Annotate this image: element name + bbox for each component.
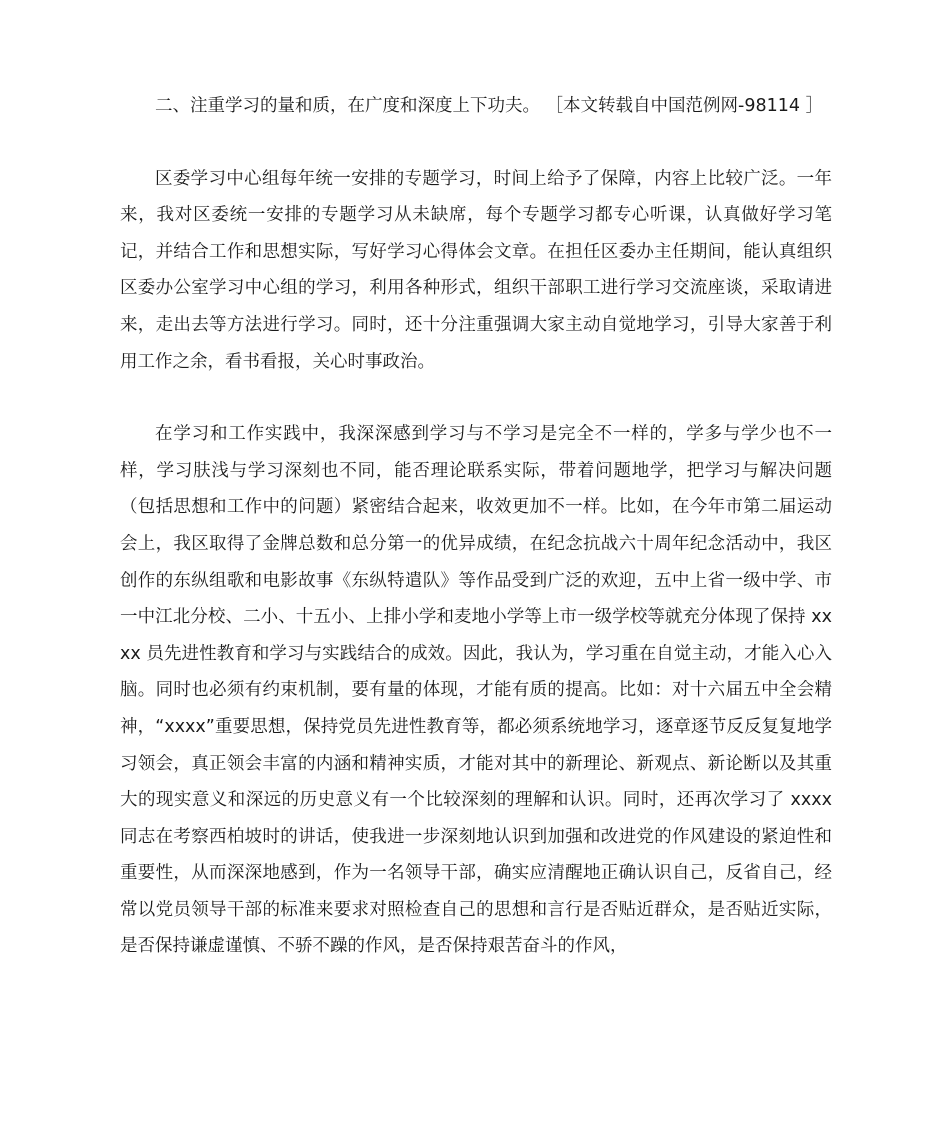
paragraph-practice: 在学习和工作实践中，我深深感到学习与不学习是完全不一样的，学多与学少也不一样，学习肤浅与学习深刻也不同，能否理论联系实际，带着问题地学，把学习与解决问题（包括思想和工作中的问题）紧密结合起来，收效更加不一样。比如，在今年市第二届运动会上，我区取得了金牌总数和总分第一的优异成绩，在纪念抗战六十周年纪念活动中，我区创作的东纵组歌和电影故事《东纵特遣队》等作品受到广泛的欢迎，五中上省一级中学、市一中江北分校、二小、十五小、上排小学和麦地小学等上市一级学校等就充分体现了保持 xxxx 员先进性教育和学习与实践结合的成效。因此，我认为，学习重在自觉主动，才能入心入脑。同时也必须有约束机制，要有量的体现，才能有质的提高。比如：对十六届五中全会精神，“xxxx”重要思想，保持党员先进性教育等，都必须系统地学习，逐章逐节反反复复地学习领会，真正领会丰富的内涵和精神实质，才能对其中的新理论、新观点、新论断以及其重大的现实意义和深远的历史意义有一个比较深刻的理解和认识。同时，还再次学习了 xxxx 同志在考察西柏坡时的讲话，使我进一步深刻地认识到加强和改进党的作风建设的紧迫性和重要性，从而深深地感到，作为一名领导干部，确实应清醒地正确认识自己，反省自己，经常以党员领导干部的标准来要求对照检查自己的思想和言行是否贴近群众，是否贴近实际，是否保持谦虚谨慎、不骄不躁的作风，是否保持艰苦奋斗的作风，	[120, 424, 832, 957]
document-body	[120, 88, 832, 965]
paragraph-heading: 二、注重学习的量和质，在广度和深度上下功夫。 ［本文转载自中国范例网-98114 ］	[155, 96, 824, 116]
paragraph-study-group: 区委学习中心组每年统一安排的专题学习，时间上给予了保障，内容上比较广泛。一年来，我对区委统一安排的专题学习从未缺席，每个专题学习都专心听课，认真做好学习笔记，并结合工作和思想实际，写好学习心得体会文章。在担任区委办主任期间，能认真组织区委办公室学习中心组的学习，利用各种形式，组织干部职工进行学习交流座谈，采取请进来，走出去等方法进行学习。同时，还十分注重强调大家主动自觉地学习，引导大家善于利用工作之余，看书看报，关心时事政治。	[120, 168, 832, 372]
